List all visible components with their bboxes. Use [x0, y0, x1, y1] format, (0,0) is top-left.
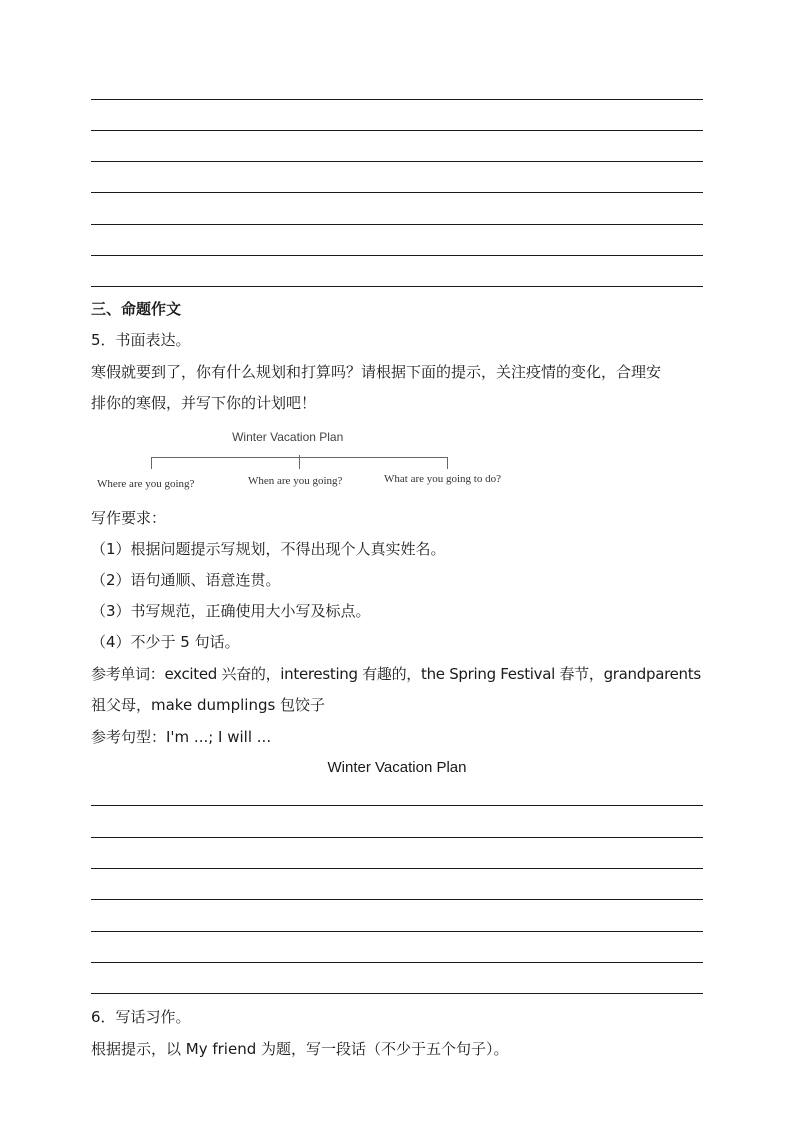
diagram-bracket — [447, 457, 448, 469]
diagram-label-where: Where are you going? — [97, 478, 195, 490]
essay-title: Winter Vacation Plan — [327, 759, 467, 776]
question-prompt: 排你的寒假，并写下你的计划吧！ — [91, 394, 317, 412]
diagram-label-when: When are you going? — [248, 475, 343, 487]
writing-line — [91, 899, 703, 900]
writing-line — [91, 99, 703, 100]
writing-line — [91, 130, 703, 131]
requirement-item: （3）书写规范，正确使用大小写及标点。 — [91, 602, 371, 620]
writing-line — [91, 837, 703, 838]
section-heading: 三、命题作文 — [91, 300, 182, 318]
question-prompt: 根据提示，以 My friend 为题，写一段话（不少于五个句子）。 — [91, 1040, 509, 1058]
writing-line — [91, 868, 703, 869]
writing-line — [91, 286, 703, 287]
writing-line — [91, 255, 703, 256]
reference-words: 祖父母，make dumplings 包饺子 — [91, 696, 326, 714]
diagram-bracket — [299, 455, 300, 469]
question-title: 6．写话习作。 — [91, 1008, 191, 1026]
writing-line — [91, 805, 703, 806]
writing-line — [91, 192, 703, 193]
writing-line — [91, 962, 703, 963]
question-prompt: 寒假就要到了，你有什么规划和打算吗？请根据下面的提示，关注疫情的变化，合理安 — [91, 363, 662, 381]
reference-words: 参考单词：excited 兴奋的，interesting 有趣的，the Spring Festival 春节，grandparents — [91, 665, 701, 683]
writing-line — [91, 224, 703, 225]
requirement-item: （2）语句通顺、语意连贯。 — [91, 571, 281, 589]
requirement-item: （4）不少于 5 句话。 — [91, 633, 240, 651]
reference-sentence: 参考句型：I'm ...; I will ... — [91, 728, 272, 746]
requirements-label: 写作要求： — [91, 509, 167, 527]
question-title: 5．书面表达。 — [91, 331, 191, 349]
writing-line — [91, 993, 703, 994]
writing-line — [91, 931, 703, 932]
requirement-item: （1）根据问题提示写规划，不得出现个人真实姓名。 — [91, 540, 446, 558]
diagram-bracket — [151, 457, 152, 469]
writing-line — [91, 161, 703, 162]
diagram-label-what: What are you going to do? — [384, 473, 501, 485]
plan-diagram: Winter Vacation Plan Where are you going? When are you going? What are you going to do? — [97, 430, 501, 490]
